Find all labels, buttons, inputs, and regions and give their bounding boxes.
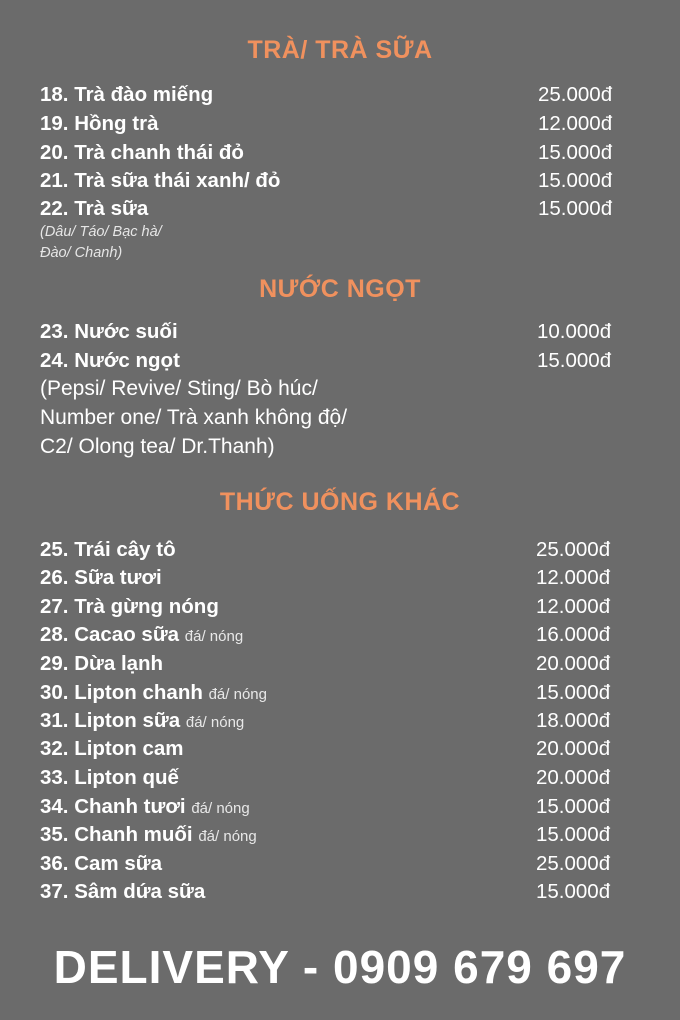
item-name-text: 25. Trái cây tô xyxy=(40,538,176,561)
item-name-text: 30. Lipton chanh xyxy=(40,681,209,704)
delivery-phone: DELIVERY - 0909 679 697 xyxy=(53,941,627,993)
item-option: đá/ nóng xyxy=(191,800,250,817)
item-price: 12.000đ xyxy=(536,566,611,589)
item-name: 24. Nước ngọt xyxy=(40,349,180,372)
item-name-text: 35. Chanh muối xyxy=(40,823,193,846)
item-price: 12.000đ xyxy=(538,112,613,135)
item-name xyxy=(40,880,205,904)
item-price: 15.000đ xyxy=(536,880,611,903)
item-price: 15.000đ xyxy=(538,197,613,220)
item-price: 16.000đ xyxy=(536,623,611,646)
item-price: 10.000đ xyxy=(537,320,612,343)
item-price: 15.000đ xyxy=(538,169,613,192)
item-name-text: 33. Lipton quế xyxy=(40,766,179,789)
item-price: 20.000đ xyxy=(536,652,611,675)
item-name xyxy=(40,795,250,819)
item-name: 21. Trà sữa thái xanh/ đỏ xyxy=(40,169,281,192)
item-name-text: 37. Sâm dứa sữa xyxy=(40,880,206,903)
item-option: đá/ nóng xyxy=(184,628,244,645)
item-name xyxy=(40,737,184,761)
item-name xyxy=(40,852,162,876)
item-name-text: 34. Chanh tươi xyxy=(40,795,186,818)
flavor-note: (Dâu/ Táo/ Bạc hà/ xyxy=(40,224,162,240)
item-name-text: 32. Lipton cam xyxy=(40,737,184,760)
item-price: 20.000đ xyxy=(536,737,611,760)
item-option: đá/ nóng xyxy=(185,714,245,731)
item-price: 15.000đ xyxy=(536,823,611,846)
item-price: 25.000đ xyxy=(536,852,611,875)
item-name xyxy=(40,538,176,562)
item-price: 25.000đ xyxy=(536,538,611,561)
item-name-text: 27. Trà gừng nóng xyxy=(40,595,219,618)
item-name xyxy=(40,652,163,676)
item-name xyxy=(40,623,243,647)
item-name-text: 29. Dừa lạnh xyxy=(40,652,164,675)
item-price: 15.000đ xyxy=(536,795,611,818)
item-price: 15.000đ xyxy=(537,349,612,372)
item-name-text: 31. Lipton sữa xyxy=(40,709,181,732)
item-name-text: 36. Cam sữa xyxy=(40,852,162,875)
item-price: 20.000đ xyxy=(536,766,611,789)
item-name xyxy=(40,766,179,790)
item-price: 15.000đ xyxy=(536,681,611,704)
item-name xyxy=(40,595,219,619)
item-name: 18. Trà đào miếng xyxy=(40,83,214,106)
item-name xyxy=(40,566,162,590)
item-option: đá/ nóng xyxy=(198,828,257,845)
item-name: 19. Hồng trà xyxy=(40,112,159,135)
item-name-text: 28. Cacao sữa xyxy=(40,623,180,646)
section-title-other-drinks: THỨC UỐNG KHÁC xyxy=(219,488,461,516)
item-name: 23. Nước suối xyxy=(40,320,178,343)
brand-note: (Pepsi/ Revive/ Sting/ Bò húc/ xyxy=(40,377,318,400)
item-name: 22. Trà sữa xyxy=(40,197,149,220)
flavor-note: Đào/ Chanh) xyxy=(40,245,123,261)
item-name xyxy=(40,823,257,847)
item-name xyxy=(40,681,267,705)
item-name: 20. Trà chanh thái đỏ xyxy=(40,141,244,164)
item-option: đá/ nóng xyxy=(208,686,267,703)
item-name-text: 26. Sữa tươi xyxy=(40,566,162,589)
section-title-soft-drinks: NƯỚC NGỌT xyxy=(259,275,421,303)
brand-note: C2/ Olong tea/ Dr.Thanh) xyxy=(40,435,275,458)
item-price: 12.000đ xyxy=(536,595,611,618)
item-price: 15.000đ xyxy=(538,141,613,164)
section-title-tea: TRÀ/ TRÀ SỮA xyxy=(247,36,433,64)
item-price: 18.000đ xyxy=(536,709,611,732)
item-name xyxy=(40,709,244,733)
brand-note: Number one/ Trà xanh không độ/ xyxy=(40,406,348,429)
item-price: 25.000đ xyxy=(538,83,613,106)
